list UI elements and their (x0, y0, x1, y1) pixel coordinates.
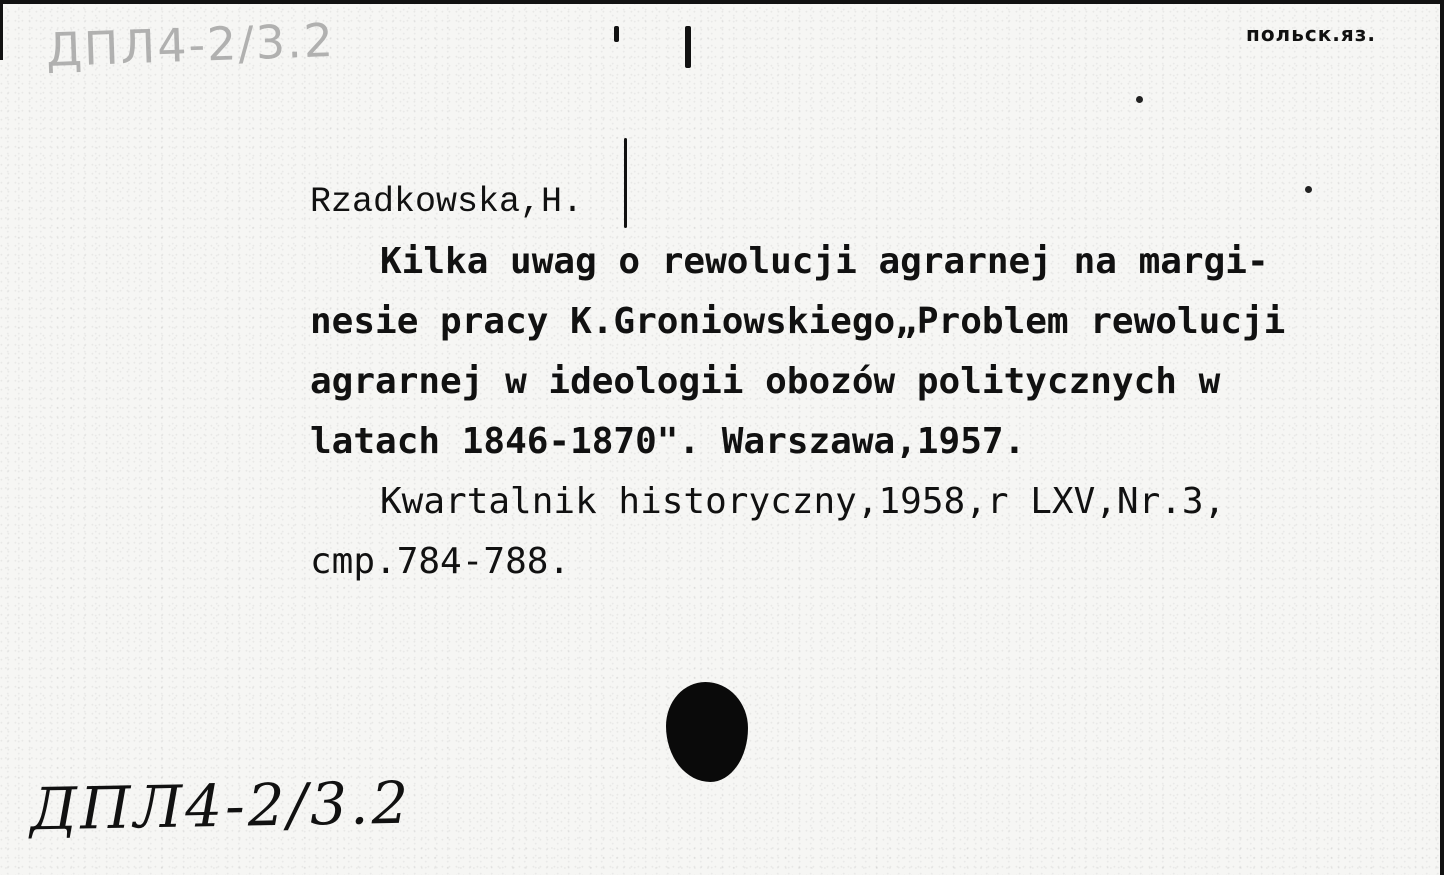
section-label: польск.яз. (1246, 22, 1376, 46)
title-line: nesie pracy K.Groniowskiego„Problem rewolucji (310, 301, 1286, 342)
punch-mark-right (685, 26, 691, 68)
handwritten-shelf-code: ДПЛ4-2/3.2 (29, 768, 412, 844)
faded-shelf-code: ДПЛ4-2/3.2 (45, 12, 336, 78)
bibliographic-entry (310, 172, 1420, 592)
card-top-edge (0, 0, 1444, 4)
title-line: Kilka uwag o rewolucji agrarnej na margi- (380, 241, 1269, 282)
punch-mark-left (614, 26, 619, 42)
card-left-edge (0, 0, 3, 60)
title-line: agrarnej w ideologii obozów politycznych w (310, 361, 1221, 402)
card-right-edge (1440, 0, 1444, 875)
speck-dot (1136, 96, 1143, 103)
pages-line: cmp.784-788. (310, 541, 571, 582)
author-line: Rzadkowska,H. (310, 182, 584, 222)
source-line: Kwartalnik historyczny,1958,r LXV,Nr.3, (380, 481, 1226, 522)
ink-blot (666, 682, 748, 782)
title-line: latach 1846-1870". Warszawa,1957. (310, 421, 1026, 462)
